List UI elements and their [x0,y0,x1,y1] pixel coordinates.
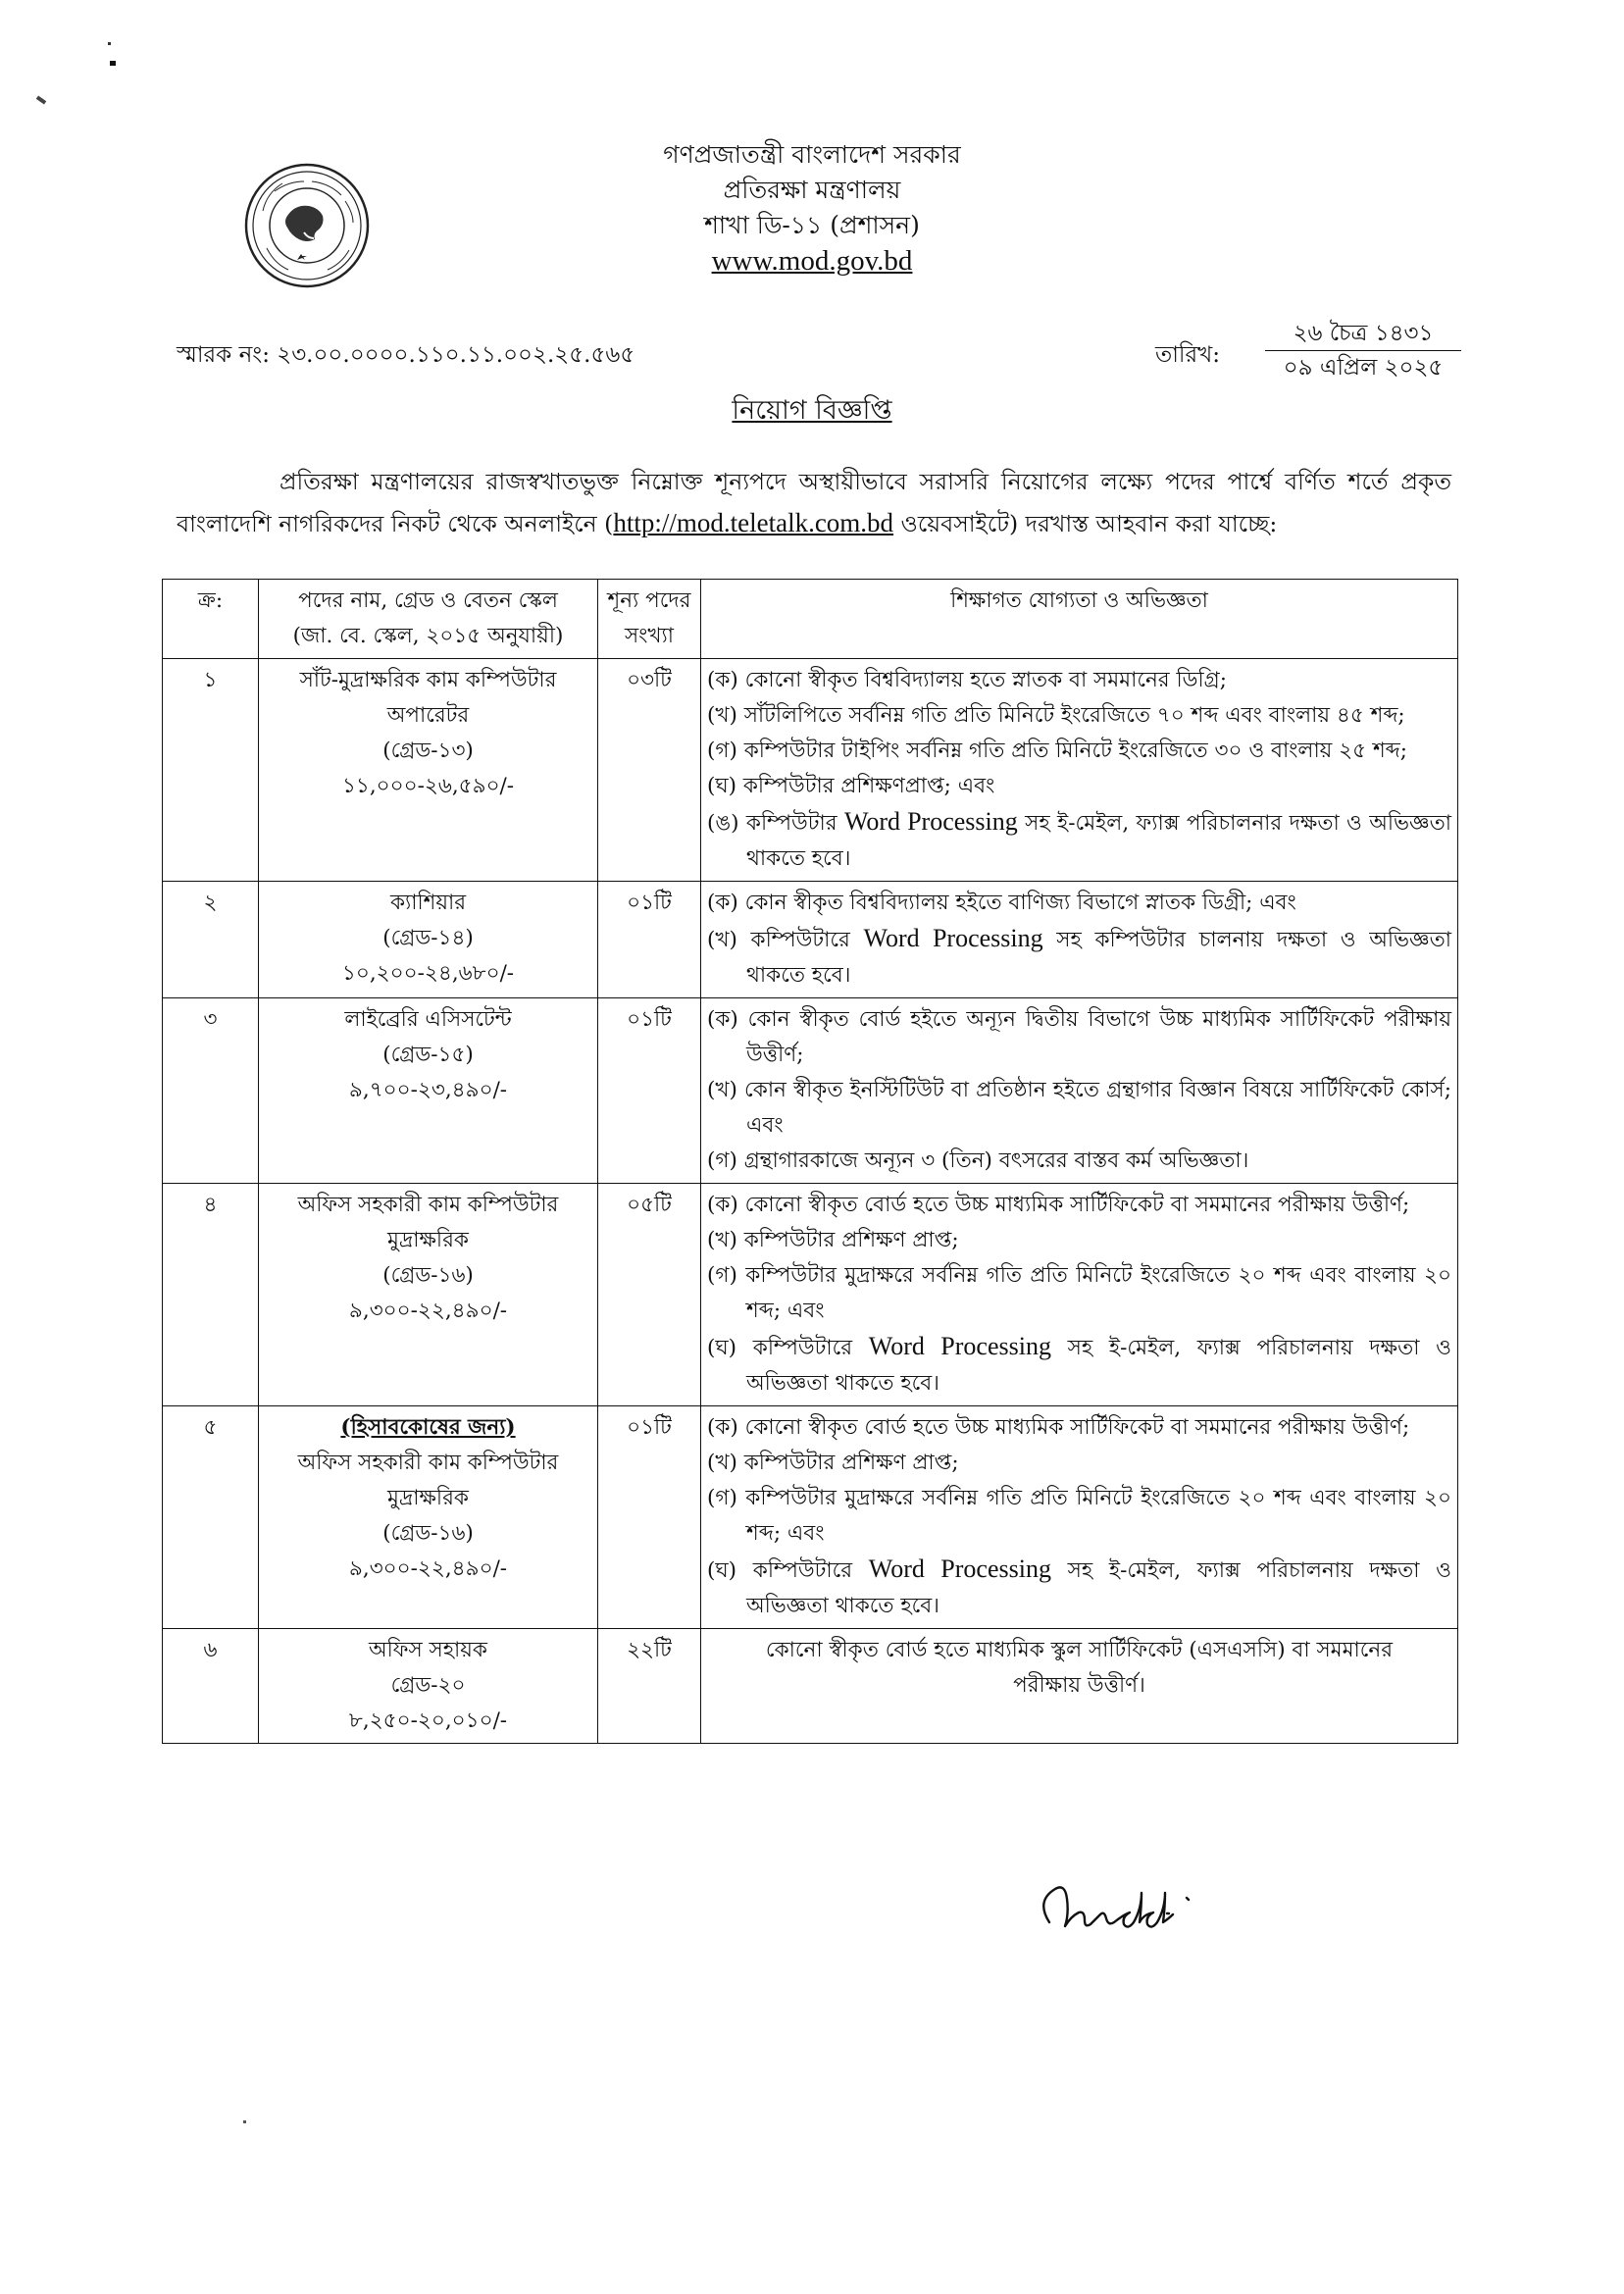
header-qualification: শিক্ষাগত যোগ্যতা ও অভিজ্ঞতা [701,580,1458,659]
qualification-item: (ক) কোন স্বীকৃত বোর্ড হইতে অন্যূন দ্বিতীয় বিভাগে উচ্চ মাধ্যমিক সার্টিফিকেট পরীক্ষায় উত্তীর্ণ; [707,1007,1451,1067]
date-block [1265,317,1461,384]
qual-text: (খ) কম্পিউটারে [707,928,864,952]
signature-icon [1020,1868,1255,1947]
scan-speck [243,2120,246,2123]
qualification-item [707,921,1451,994]
intro-text-end: ওয়েবসাইটে) দরখাস্ত আহবান করা যাচ্ছে: [893,510,1278,537]
row-serial: ২ [163,882,259,998]
post-title-cont: মুদ্রাক্ষরিক [387,1228,469,1252]
row-qualifications [701,998,1458,1184]
scan-speck [108,42,111,45]
row-serial: ১ [163,659,259,882]
post-scale: ৯,৩০০-২২,৪৯০/- [348,1556,508,1581]
qualification-item: (খ) কোন স্বীকৃত ইনস্টিটিউট বা প্রতিষ্ঠান হইতে গ্রন্থাগার বিজ্ঞান বিষয়ে সার্টিফিকেট কোর্স; এবং [707,1078,1451,1138]
letterhead [0,137,1624,279]
row-serial: ৫ [163,1406,259,1629]
qualification-item: (ক) কোনো স্বীকৃত বোর্ড হতে উচ্চ মাধ্যমিক সার্টিফিকেট বা সমমানের পরীক্ষায় উত্তীর্ণ; [707,1415,1410,1440]
post-title: লাইব্রেরি এসিসটেন্ট [344,1007,512,1032]
post-grade: (গ্রেড-১৫) [382,1043,474,1067]
post-heading: (হিসাবকোষের জন্য) [340,1415,516,1440]
qual-english-term: Word Processing [868,1555,1051,1583]
row-vacancy: ২২টি [598,1629,701,1744]
post-title: অফিস সহকারী কাম কম্পিউটার [297,1193,559,1217]
row-qualifications [701,882,1458,998]
qualification-item [707,804,1451,877]
post-title-cont: মুদ্রাক্ষরিক [387,1486,469,1510]
application-portal-link[interactable]: http://mod.teletalk.com.bd [613,508,894,537]
qual-text: সহ ই-মেইল, ফ্যাক্স পরিচালনার দক্ষতা ও অভিজ্ঞতা থাকতে হবে। [746,811,1451,871]
government-name: গণপ্রজাতন্ত্রী বাংলাদেশ সরকার [663,140,961,169]
row-serial: ৬ [163,1629,259,1744]
qualification-item: কোনো স্বীকৃত বোর্ড হতে মাধ্যমিক স্কুল সার্টিফিকেট (এসএসসি) বা সমমানের পরীক্ষায় উত্তীর্ণ। [765,1638,1394,1698]
qualification-item: (গ) গ্রন্থাগারকাজে অন্যূন ৩ (তিন) বৎসরের বাস্তব কর্ম অভিজ্ঞতা। [707,1148,1249,1173]
qualification-item: (ক) কোনো স্বীকৃত বিশ্ববিদ্যালয় হতে স্নাতক বা সমমানের ডিগ্রি; [707,668,1227,692]
ministry-website-link[interactable]: www.mod.gov.bd [711,245,913,277]
ministry-name: প্রতিরক্ষা মন্ত্রণালয় [723,176,901,204]
table-row [163,659,1458,882]
qual-text: (ঘ) কম্পিউটারে [707,1336,869,1360]
row-vacancy: ০১টি [598,882,701,998]
row-vacancy: ০১টি [598,1406,701,1629]
scan-speck [110,61,116,66]
row-post [259,1184,598,1406]
row-qualifications [701,1184,1458,1406]
vacancy-table [162,579,1458,1744]
qual-english-term: Word Processing [863,924,1043,952]
post-grade: (গ্রেড-১৬) [382,1263,474,1288]
qualification-item [707,1329,1451,1402]
post-title: সাঁট-মুদ্রাক্ষরিক কাম কম্পিউটার [299,668,557,692]
table-row [163,998,1458,1184]
header-vacancy-line2: সংখ্যা [624,624,675,648]
qualification-item: (খ) কম্পিউটার প্রশিক্ষণ প্রাপ্ত; [707,1228,959,1252]
qualification-item: (গ) কম্পিউটার টাইপিং সর্বনিম্ন গতি প্রতি মিনিটে ইংরেজিতে ৩০ ও বাংলায় ২৫ শব্দ; [707,739,1408,763]
qual-text: (ঘ) কম্পিউটারে [707,1558,869,1583]
row-serial: ৪ [163,1184,259,1406]
qualification-item: (ক) কোন স্বীকৃত বিশ্ববিদ্যালয় হইতে বাণিজ্য বিভাগে স্নাতক ডিগ্রী; এবং [707,891,1296,915]
qualification-item: (গ) কম্পিউটার মুদ্রাক্ষরে সর্বনিম্ন গতি প্রতি মিনিটে ইংরেজিতে ২০ শব্দ এবং বাংলায় ২০ শব্দ; এবং [707,1486,1451,1546]
table-row [163,1406,1458,1629]
intro-text-start: প্রতিরক্ষা মন্ত্রণালয়ের রাজস্বখাতভুক্ত নিম্নোক্ত শূন্যপদে অস্থায়ীভাবে সরাসরি নিয়োগের লক্ষ্যে পদের পার্শ্বে বর্ণিত শর্তে প্রকৃত বাংলাদেশি নাগরিকদের নিকট থেকে অনলাইনে ( [177,468,1451,537]
date-english: ০৯ এপ্রিল ২০২৫ [1283,355,1444,381]
table-row [163,1184,1458,1406]
header-serial: ক্র: [163,580,259,659]
post-grade: (গ্রেড-১৩) [382,739,474,763]
post-grade: গ্রেড-২০ [390,1673,466,1698]
qualification-item: (ঘ) কম্পিউটার প্রশিক্ষণপ্রাপ্ত; এবং [707,774,995,798]
post-scale: ৮,২৫০-২০,০১০/- [348,1708,508,1733]
qualification-item: (গ) কম্পিউটার মুদ্রাক্ষরে সর্বনিম্ন গতি প্রতি মিনিটে ইংরেজিতে ২০ শব্দ এবং বাংলায় ২০ শব্দ; এবং [707,1263,1451,1323]
row-post [259,1629,598,1744]
row-post [259,882,598,998]
qual-text: (ঙ) কম্পিউটার [707,811,844,836]
row-vacancy: ০৫টি [598,1184,701,1406]
header-vacancy [598,580,701,659]
row-vacancy: ০১টি [598,998,701,1184]
qualification-item [707,1552,1451,1624]
scan-speck [36,95,46,104]
header-vacancy-line1: শূন্য পদের [607,588,691,613]
qualification-item: (ক) কোনো স্বীকৃত বোর্ড হতে উচ্চ মাধ্যমিক সার্টিফিকেট বা সমমানের পরীক্ষায় উত্তীর্ণ; [707,1193,1410,1217]
post-title: অফিস সহকারী কাম কম্পিউটার [297,1451,559,1475]
qualification-item: (খ) সাঁটলিপিতে সর্বনিম্ন গতি প্রতি মিনিটে ইংরেজিতে ৭০ শব্দ এবং বাংলায় ৪৫ শব্দ; [707,703,1405,728]
row-serial: ৩ [163,998,259,1184]
qual-text: সহ কম্পিউটার চালনায় দক্ষতা ও অভিজ্ঞতা থাকতে হবে। [746,928,1451,988]
row-post [259,998,598,1184]
row-post [259,659,598,882]
table-row [163,882,1458,998]
post-grade: (গ্রেড-১৬) [382,1521,474,1546]
row-vacancy: ০৩টি [598,659,701,882]
qual-text: সহ ই-মেইল, ফ্যাক্স পরিচালনায় দক্ষতা ও অভিজ্ঞতা থাকতে হবে। [746,1558,1451,1618]
post-scale: ১১,০০০-২৬,৫৯০/- [341,774,515,798]
table-header-row [163,580,1458,659]
table-row [163,1629,1458,1744]
row-post [259,1406,598,1629]
date-label: তারিখ: [1155,342,1221,368]
row-qualifications [701,659,1458,882]
post-title-cont: অপারেটর [386,703,470,728]
header-post-line2: (জা. বে. স্কেল, ২০১৫ অনুযায়ী) [292,624,564,648]
post-scale: ৯,৩০০-২২,৪৯০/- [348,1299,508,1323]
post-title: অফিস সহায়ক [369,1638,487,1662]
notice-title-text: নিয়োগ বিজ্ঞপ্তি [732,395,892,426]
qual-english-term: Word Processing [843,807,1018,836]
notice-title [0,390,1624,434]
post-scale: ১০,২০০-২৪,৬৮০/- [341,961,515,986]
row-qualifications [701,1406,1458,1629]
branch-name: শাখা ডি-১১ (প্রশাসন) [704,211,920,239]
post-grade: (গ্রেড-১৪) [382,926,474,950]
qualification-item: (খ) কম্পিউটার প্রশিক্ষণ প্রাপ্ত; [707,1451,959,1475]
memo-number: স্মারক নং: ২৩.০০.০০০০.১১০.১১.০০২.২৫.৫৬৫ [177,342,635,368]
qual-english-term: Word Processing [868,1332,1051,1360]
post-scale: ৯,৭০০-২৩,৪৯০/- [348,1078,508,1102]
intro-paragraph [177,461,1451,544]
date-bangla: ২৬ চৈত্র ১৪৩১ [1265,317,1461,351]
header-post-line1: পদের নাম, গ্রেড ও বেতন স্কেল [298,588,558,613]
post-title: ক্যাশিয়ার [389,891,467,915]
header-post [259,580,598,659]
row-qualifications [701,1629,1458,1744]
qual-text: সহ ই-মেইল, ফ্যাক্স পরিচালনায় দক্ষতা ও অভিজ্ঞতা থাকতে হবে। [746,1336,1451,1396]
